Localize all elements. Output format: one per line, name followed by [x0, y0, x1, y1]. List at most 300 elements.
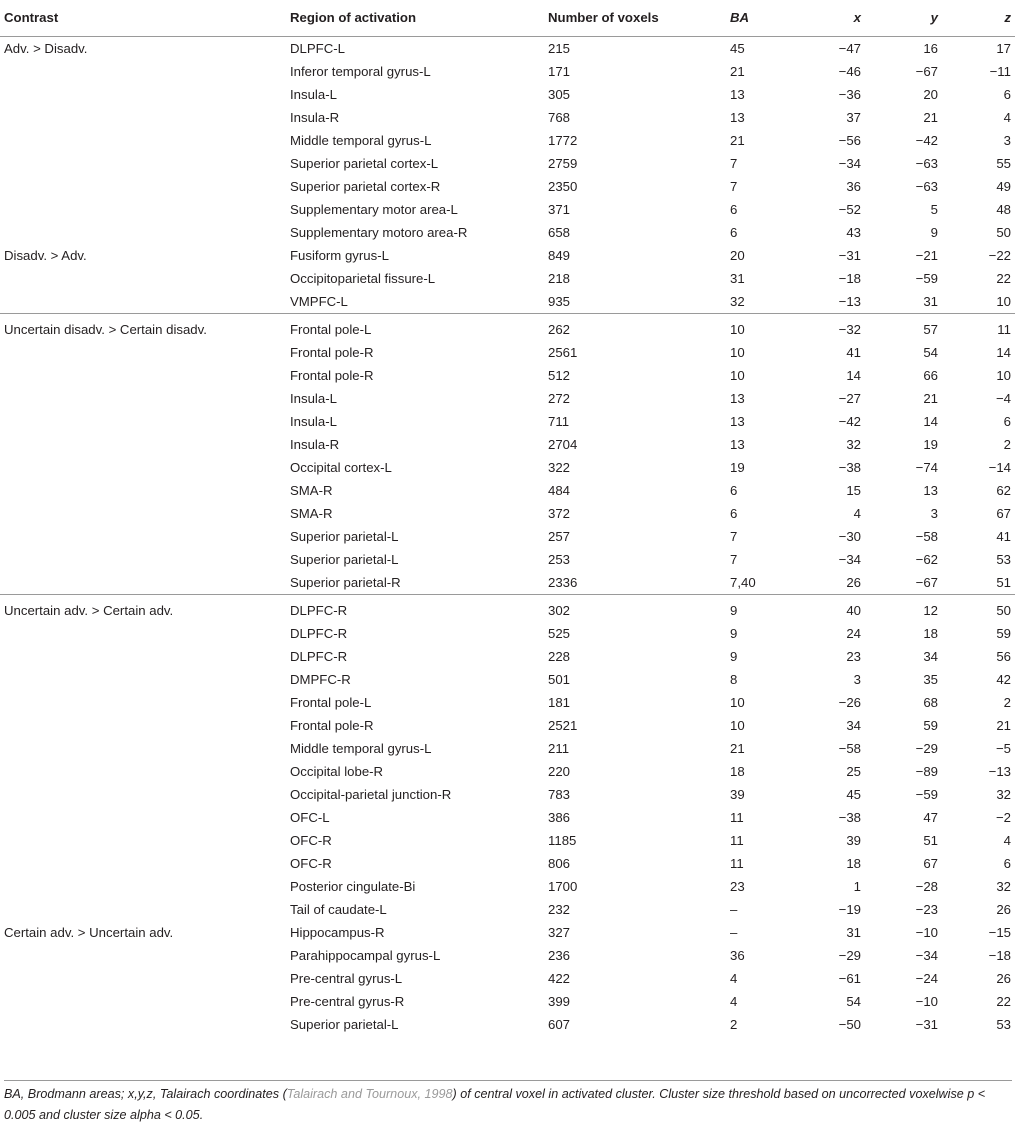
cell-voxels: 272 [548, 390, 571, 406]
table-row [0, 341, 1015, 364]
cell-contrast [0, 760, 286, 783]
cell-y: 67 [923, 855, 938, 871]
cell-ba: 20 [730, 247, 745, 263]
cell-voxels: 484 [548, 482, 571, 498]
cell-z: 51 [942, 571, 1015, 595]
cell-voxels: 2759 [548, 155, 578, 171]
cell-x: 31 [846, 924, 861, 940]
table-row [0, 525, 1015, 548]
cell-y: 68 [923, 694, 938, 710]
cell-y: −67 [915, 63, 938, 79]
cell-x: 37 [846, 109, 861, 125]
cell-z: 53 [996, 1016, 1011, 1032]
cell-contrast [0, 410, 286, 433]
cell-region: Occipital-parietal junction-R [290, 786, 452, 802]
cell-voxels: 171 [548, 63, 571, 79]
cell-y: −34 [915, 947, 938, 963]
cell-voxels: 1185 [548, 832, 577, 848]
table-row [0, 829, 1015, 852]
cell-voxels: 658 [548, 224, 571, 240]
cell-ba: 4 [730, 993, 738, 1009]
cell-x: 3 [853, 671, 861, 687]
cell-region: OFC-R [290, 855, 332, 871]
cell-voxels: 525 [548, 625, 571, 641]
cell-z: 42 [996, 671, 1011, 687]
cell-y: 21 [923, 390, 938, 406]
cell-ba: 11 [730, 832, 744, 848]
cell-contrast [0, 267, 286, 290]
cell-region: DLPFC-R [290, 602, 348, 618]
cell-region: Tail of caudate-L [290, 901, 387, 917]
cell-z: 4 [1003, 832, 1011, 848]
cell-ba: 11 [730, 855, 744, 871]
cell-contrast [0, 525, 286, 548]
cell-contrast [0, 806, 286, 829]
cell-z: 22 [996, 993, 1011, 1009]
table-body [0, 36, 1015, 1036]
cell-y: 18 [923, 625, 938, 641]
cell-x: 4 [853, 505, 861, 521]
cell-x: −19 [838, 901, 861, 917]
cell-y: −28 [915, 878, 938, 894]
cell-y: 59 [923, 717, 938, 733]
cell-x: 25 [846, 763, 861, 779]
table-header [0, 0, 1015, 36]
table-row [0, 364, 1015, 387]
cell-x: 18 [846, 855, 861, 871]
cell-y: 21 [923, 109, 938, 125]
cell-contrast [0, 502, 286, 525]
cell-contrast [0, 944, 286, 967]
cell-z: 6 [1003, 855, 1011, 871]
cell-contrast [0, 175, 286, 198]
cell-contrast [0, 783, 286, 806]
cell-z: −15 [988, 924, 1011, 940]
cell-y: 47 [923, 809, 938, 825]
cell-contrast [0, 548, 286, 571]
cell-z: 11 [997, 321, 1011, 337]
cell-region: Frontal pole-L [290, 694, 372, 710]
cell-ba: 36 [730, 947, 745, 963]
cell-contrast: Certain adv. > Uncertain adv. [4, 924, 174, 940]
cell-y: 66 [923, 367, 938, 383]
cell-region: Superior parietal cortex-L [290, 155, 439, 171]
cell-x: 43 [846, 224, 861, 240]
cell-ba: 21 [730, 132, 745, 148]
cell-contrast: Uncertain adv. > Certain adv. [4, 602, 174, 618]
cell-ba: 23 [730, 878, 745, 894]
cell-x: −50 [838, 1016, 861, 1032]
cell-voxels: 512 [548, 367, 571, 383]
cell-region: Superior parietal cortex-R [290, 178, 441, 194]
cell-ba: 9 [730, 648, 738, 664]
cell-x: −61 [838, 970, 861, 986]
cell-ba: 18 [730, 763, 745, 779]
cell-contrast: Disadv. > Adv. [4, 247, 87, 263]
cell-contrast [0, 387, 286, 410]
cell-z: 6 [1003, 86, 1011, 102]
cell-ba: 4 [730, 970, 738, 986]
table-row [0, 691, 1015, 714]
cell-region: Superior parietal-L [290, 551, 399, 567]
cell-ba: 21 [730, 740, 745, 756]
header-region: Region of activation [286, 0, 544, 36]
cell-z: −11 [989, 63, 1011, 79]
cell-contrast [0, 691, 286, 714]
cell-contrast [0, 714, 286, 737]
cell-y: 16 [923, 40, 938, 56]
table-row [0, 479, 1015, 502]
table-row [0, 898, 1015, 921]
table-row [0, 783, 1015, 806]
cell-x: 23 [846, 648, 861, 664]
table-row [0, 921, 1015, 944]
table-row [0, 267, 1015, 290]
cell-z: 4 [1003, 109, 1011, 125]
cell-region: OFC-R [290, 832, 332, 848]
cell-x: −18 [838, 270, 861, 286]
table-row [0, 198, 1015, 221]
cell-x: −38 [838, 459, 861, 475]
cell-ba: 7 [730, 155, 738, 171]
cell-ba: 11 [730, 809, 744, 825]
cell-contrast [0, 198, 286, 221]
cell-y: 57 [923, 321, 938, 337]
cell-voxels: 236 [548, 947, 571, 963]
cell-y: −63 [915, 178, 938, 194]
cell-x: 15 [846, 482, 861, 498]
table-row [0, 502, 1015, 525]
cell-z: 2 [1003, 436, 1011, 452]
cell-z: 22 [996, 270, 1011, 286]
cell-region: DLPFC-L [290, 40, 345, 56]
cell-ba: 6 [730, 505, 738, 521]
cell-y: 51 [923, 832, 938, 848]
table-row [0, 571, 1015, 595]
cell-z: 56 [996, 648, 1011, 664]
cell-voxels: 218 [548, 270, 571, 286]
table-row [0, 290, 1015, 314]
header-contrast: Contrast [0, 0, 286, 36]
cell-x: −47 [838, 40, 861, 56]
cell-voxels: 220 [548, 763, 571, 779]
table-row [0, 221, 1015, 244]
cell-contrast [0, 571, 286, 595]
cell-voxels: 253 [548, 551, 571, 567]
cell-x: −27 [838, 390, 861, 406]
cell-contrast [0, 898, 286, 921]
cell-ba: 7 [730, 551, 738, 567]
cell-region: Superior parietal-R [286, 571, 544, 595]
cell-region: OFC-L [290, 809, 330, 825]
table-row [0, 83, 1015, 106]
footnote-text-before: BA, Brodmann areas; x,y,z, Talairach coordinates ( [4, 1087, 287, 1101]
cell-ba: 39 [730, 786, 745, 802]
cell-x: 24 [846, 625, 861, 641]
cell-region: Insula-L [290, 86, 337, 102]
table-row [0, 622, 1015, 645]
cell-x: 40 [846, 602, 861, 618]
cell-voxels: 181 [548, 694, 571, 710]
cell-y: 20 [923, 86, 938, 102]
cell-region: Parahippocampal gyrus-L [290, 947, 441, 963]
cell-y: 54 [923, 344, 938, 360]
cell-x: −26 [838, 694, 861, 710]
cell-voxels: 372 [548, 505, 571, 521]
table-row [0, 60, 1015, 83]
cell-ba: 13 [730, 413, 745, 429]
cell-ba: 10 [730, 344, 745, 360]
cell-region: Middle temporal gyrus-L [290, 132, 432, 148]
cell-x: 41 [846, 344, 861, 360]
cell-voxels: 215 [548, 40, 571, 56]
cell-z: 50 [996, 602, 1011, 618]
cell-ba: 6 [730, 201, 738, 217]
cell-voxels: 1700 [548, 878, 578, 894]
table-row [0, 244, 1015, 267]
cell-voxels: 935 [544, 290, 726, 314]
cell-z: 2 [1003, 694, 1011, 710]
header-x: x [788, 0, 865, 36]
cell-contrast: Adv. > Disadv. [4, 40, 88, 56]
cell-z: −14 [988, 459, 1011, 475]
table-row [0, 714, 1015, 737]
table-row [0, 594, 1015, 622]
cell-ba: 9 [730, 625, 738, 641]
cell-x: −31 [838, 247, 861, 263]
cell-region: Superior parietal-L [290, 1016, 399, 1032]
cell-y: −59 [915, 786, 938, 802]
cell-x: 32 [846, 436, 861, 452]
cell-z: 10 [996, 367, 1011, 383]
cell-y: 13 [923, 482, 938, 498]
cell-z: 17 [996, 40, 1011, 56]
cell-y: 34 [923, 648, 938, 664]
cell-y: 3 [930, 505, 938, 521]
cell-voxels: 1772 [548, 132, 578, 148]
cell-x: −38 [838, 809, 861, 825]
cell-z: 26 [996, 901, 1011, 917]
cell-y: −67 [865, 571, 942, 595]
cell-region: SMA-R [290, 505, 333, 521]
cell-contrast [0, 479, 286, 502]
cell-y: −31 [915, 1016, 938, 1032]
table-row [0, 967, 1015, 990]
cell-x: −56 [838, 132, 861, 148]
cell-region: Insula-R [290, 109, 340, 125]
cell-x: −34 [838, 551, 861, 567]
cell-ba: 10 [730, 717, 745, 733]
cell-voxels: 849 [548, 247, 571, 263]
cell-region: DLPFC-R [290, 625, 348, 641]
cell-y: −89 [915, 763, 938, 779]
cell-y: 19 [923, 436, 938, 452]
table-row [0, 387, 1015, 410]
table-row [0, 806, 1015, 829]
cell-x: −34 [838, 155, 861, 171]
table-row [0, 668, 1015, 691]
cell-y: 9 [930, 224, 938, 240]
table-row [0, 852, 1015, 875]
cell-region: Hippocampus-R [290, 924, 385, 940]
cell-x: 1 [853, 878, 861, 894]
cell-y: −63 [915, 155, 938, 171]
cell-region: VMPFC-L [286, 290, 544, 314]
cell-x: −36 [838, 86, 861, 102]
cell-voxels: 371 [548, 201, 571, 217]
cell-voxels: 228 [548, 648, 571, 664]
cell-voxels: 232 [548, 901, 571, 917]
cell-ba: 10 [730, 367, 745, 383]
cell-voxels: 327 [548, 924, 571, 940]
cell-z: −5 [995, 740, 1011, 756]
cell-ba: 19 [730, 459, 745, 475]
cell-y: −42 [915, 132, 938, 148]
cell-region: Frontal pole-R [290, 344, 374, 360]
cell-voxels: 768 [548, 109, 571, 125]
cell-y: −74 [915, 459, 938, 475]
cell-x: −32 [838, 321, 861, 337]
cell-region: Pre-central gyrus-L [290, 970, 403, 986]
cell-voxels: 2521 [548, 717, 578, 733]
cell-z: 50 [996, 224, 1011, 240]
cell-ba: 7 [730, 178, 738, 194]
cell-contrast [0, 290, 286, 314]
cell-voxels: 2561 [548, 344, 578, 360]
cell-voxels: 422 [548, 970, 571, 986]
cell-z: 41 [996, 528, 1011, 544]
cell-ba: 32 [726, 290, 788, 314]
cell-y: −58 [915, 528, 938, 544]
cell-voxels: 302 [548, 602, 571, 618]
cell-region: Frontal pole-R [290, 367, 374, 383]
cell-z: −22 [988, 247, 1011, 263]
cell-ba: 13 [730, 86, 745, 102]
cell-region: Fusiform gyrus-L [290, 247, 389, 263]
cell-z: 32 [996, 878, 1011, 894]
cell-contrast [0, 829, 286, 852]
header-voxels: Number of voxels [544, 0, 726, 36]
table-row [0, 129, 1015, 152]
cell-x: 14 [846, 367, 861, 383]
cell-z: 10 [942, 290, 1015, 314]
cell-y: −21 [915, 247, 938, 263]
cell-contrast [0, 645, 286, 668]
cell-contrast [0, 737, 286, 760]
cell-region: Occipitoparietal fissure-L [290, 270, 436, 286]
footnote-text-after: ) of central voxel in activated cluster. Cluster size threshold based on uncorrected voxelwise p < 0.005 and cluster size alpha < 0.05. [4, 1087, 986, 1122]
cell-z: −18 [988, 947, 1011, 963]
cell-contrast [0, 83, 286, 106]
cell-region: DLPFC-R [290, 648, 348, 664]
cell-x: −58 [838, 740, 861, 756]
table-row [0, 36, 1015, 60]
header-y: y [865, 0, 942, 36]
cell-voxels: 211 [548, 740, 570, 756]
cell-region: Posterior cingulate-Bi [290, 878, 416, 894]
cell-y: 5 [930, 201, 938, 217]
cell-contrast [0, 456, 286, 479]
cell-z: 55 [996, 155, 1011, 171]
cell-x: −46 [838, 63, 861, 79]
table-row [0, 433, 1015, 456]
cell-contrast [0, 875, 286, 898]
cell-ba: 2 [730, 1016, 738, 1032]
cell-y: −23 [915, 901, 938, 917]
table-footnote [4, 1080, 1012, 1126]
cell-contrast [0, 433, 286, 456]
cell-region: Insula-R [290, 436, 340, 452]
cell-voxels: 806 [548, 855, 571, 871]
cell-contrast [0, 967, 286, 990]
table-row [0, 548, 1015, 571]
cell-ba: 10 [730, 694, 745, 710]
cell-ba: 7,40 [726, 571, 788, 595]
cell-x: 54 [846, 993, 861, 1009]
cell-y: −10 [915, 993, 938, 1009]
cell-voxels: 386 [548, 809, 571, 825]
cell-voxels: 2350 [548, 178, 578, 194]
cell-y: −62 [915, 551, 938, 567]
table-row [0, 313, 1015, 341]
cell-contrast [0, 60, 286, 83]
cell-ba: 6 [730, 224, 738, 240]
cell-region: Supplementary motor area-L [290, 201, 458, 217]
cell-contrast [0, 852, 286, 875]
cell-z: 6 [1003, 413, 1011, 429]
cell-z: 32 [996, 786, 1011, 802]
cell-z: 48 [996, 201, 1011, 217]
cell-region: Frontal pole-L [290, 321, 372, 337]
cell-contrast [0, 1013, 286, 1036]
cell-z: 21 [996, 717, 1011, 733]
table-row [0, 875, 1015, 898]
cell-y: −29 [915, 740, 938, 756]
cell-z: 3 [1003, 132, 1011, 148]
cell-ba: – [730, 901, 738, 917]
header-ba: BA [726, 0, 788, 36]
cell-contrast [0, 152, 286, 175]
cell-ba: 31 [730, 270, 745, 286]
cell-contrast [0, 129, 286, 152]
table-row [0, 1013, 1015, 1036]
cell-ba: 7 [730, 528, 738, 544]
cell-ba: 6 [730, 482, 738, 498]
cell-voxels: 501 [548, 671, 571, 687]
cell-z: 59 [996, 625, 1011, 641]
cell-ba: 10 [730, 321, 745, 337]
cell-voxels: 399 [548, 993, 571, 1009]
footnote-reference: Talairach and Tournoux, 1998 [286, 1087, 453, 1101]
table-row [0, 152, 1015, 175]
cell-z: 26 [996, 970, 1011, 986]
cell-y: −24 [915, 970, 938, 986]
cell-x: −29 [838, 947, 861, 963]
cell-contrast [0, 622, 286, 645]
cell-y: −10 [915, 924, 938, 940]
cell-contrast [0, 364, 286, 387]
cell-contrast [0, 341, 286, 364]
cell-z: −4 [995, 390, 1011, 406]
cell-region: Pre-central gyrus-R [290, 993, 405, 1009]
cell-z: 67 [996, 505, 1011, 521]
table-row [0, 990, 1015, 1013]
cell-region: SMA-R [290, 482, 333, 498]
table-row [0, 175, 1015, 198]
cell-ba: – [730, 924, 738, 940]
table-row [0, 737, 1015, 760]
cell-y: 12 [923, 602, 938, 618]
